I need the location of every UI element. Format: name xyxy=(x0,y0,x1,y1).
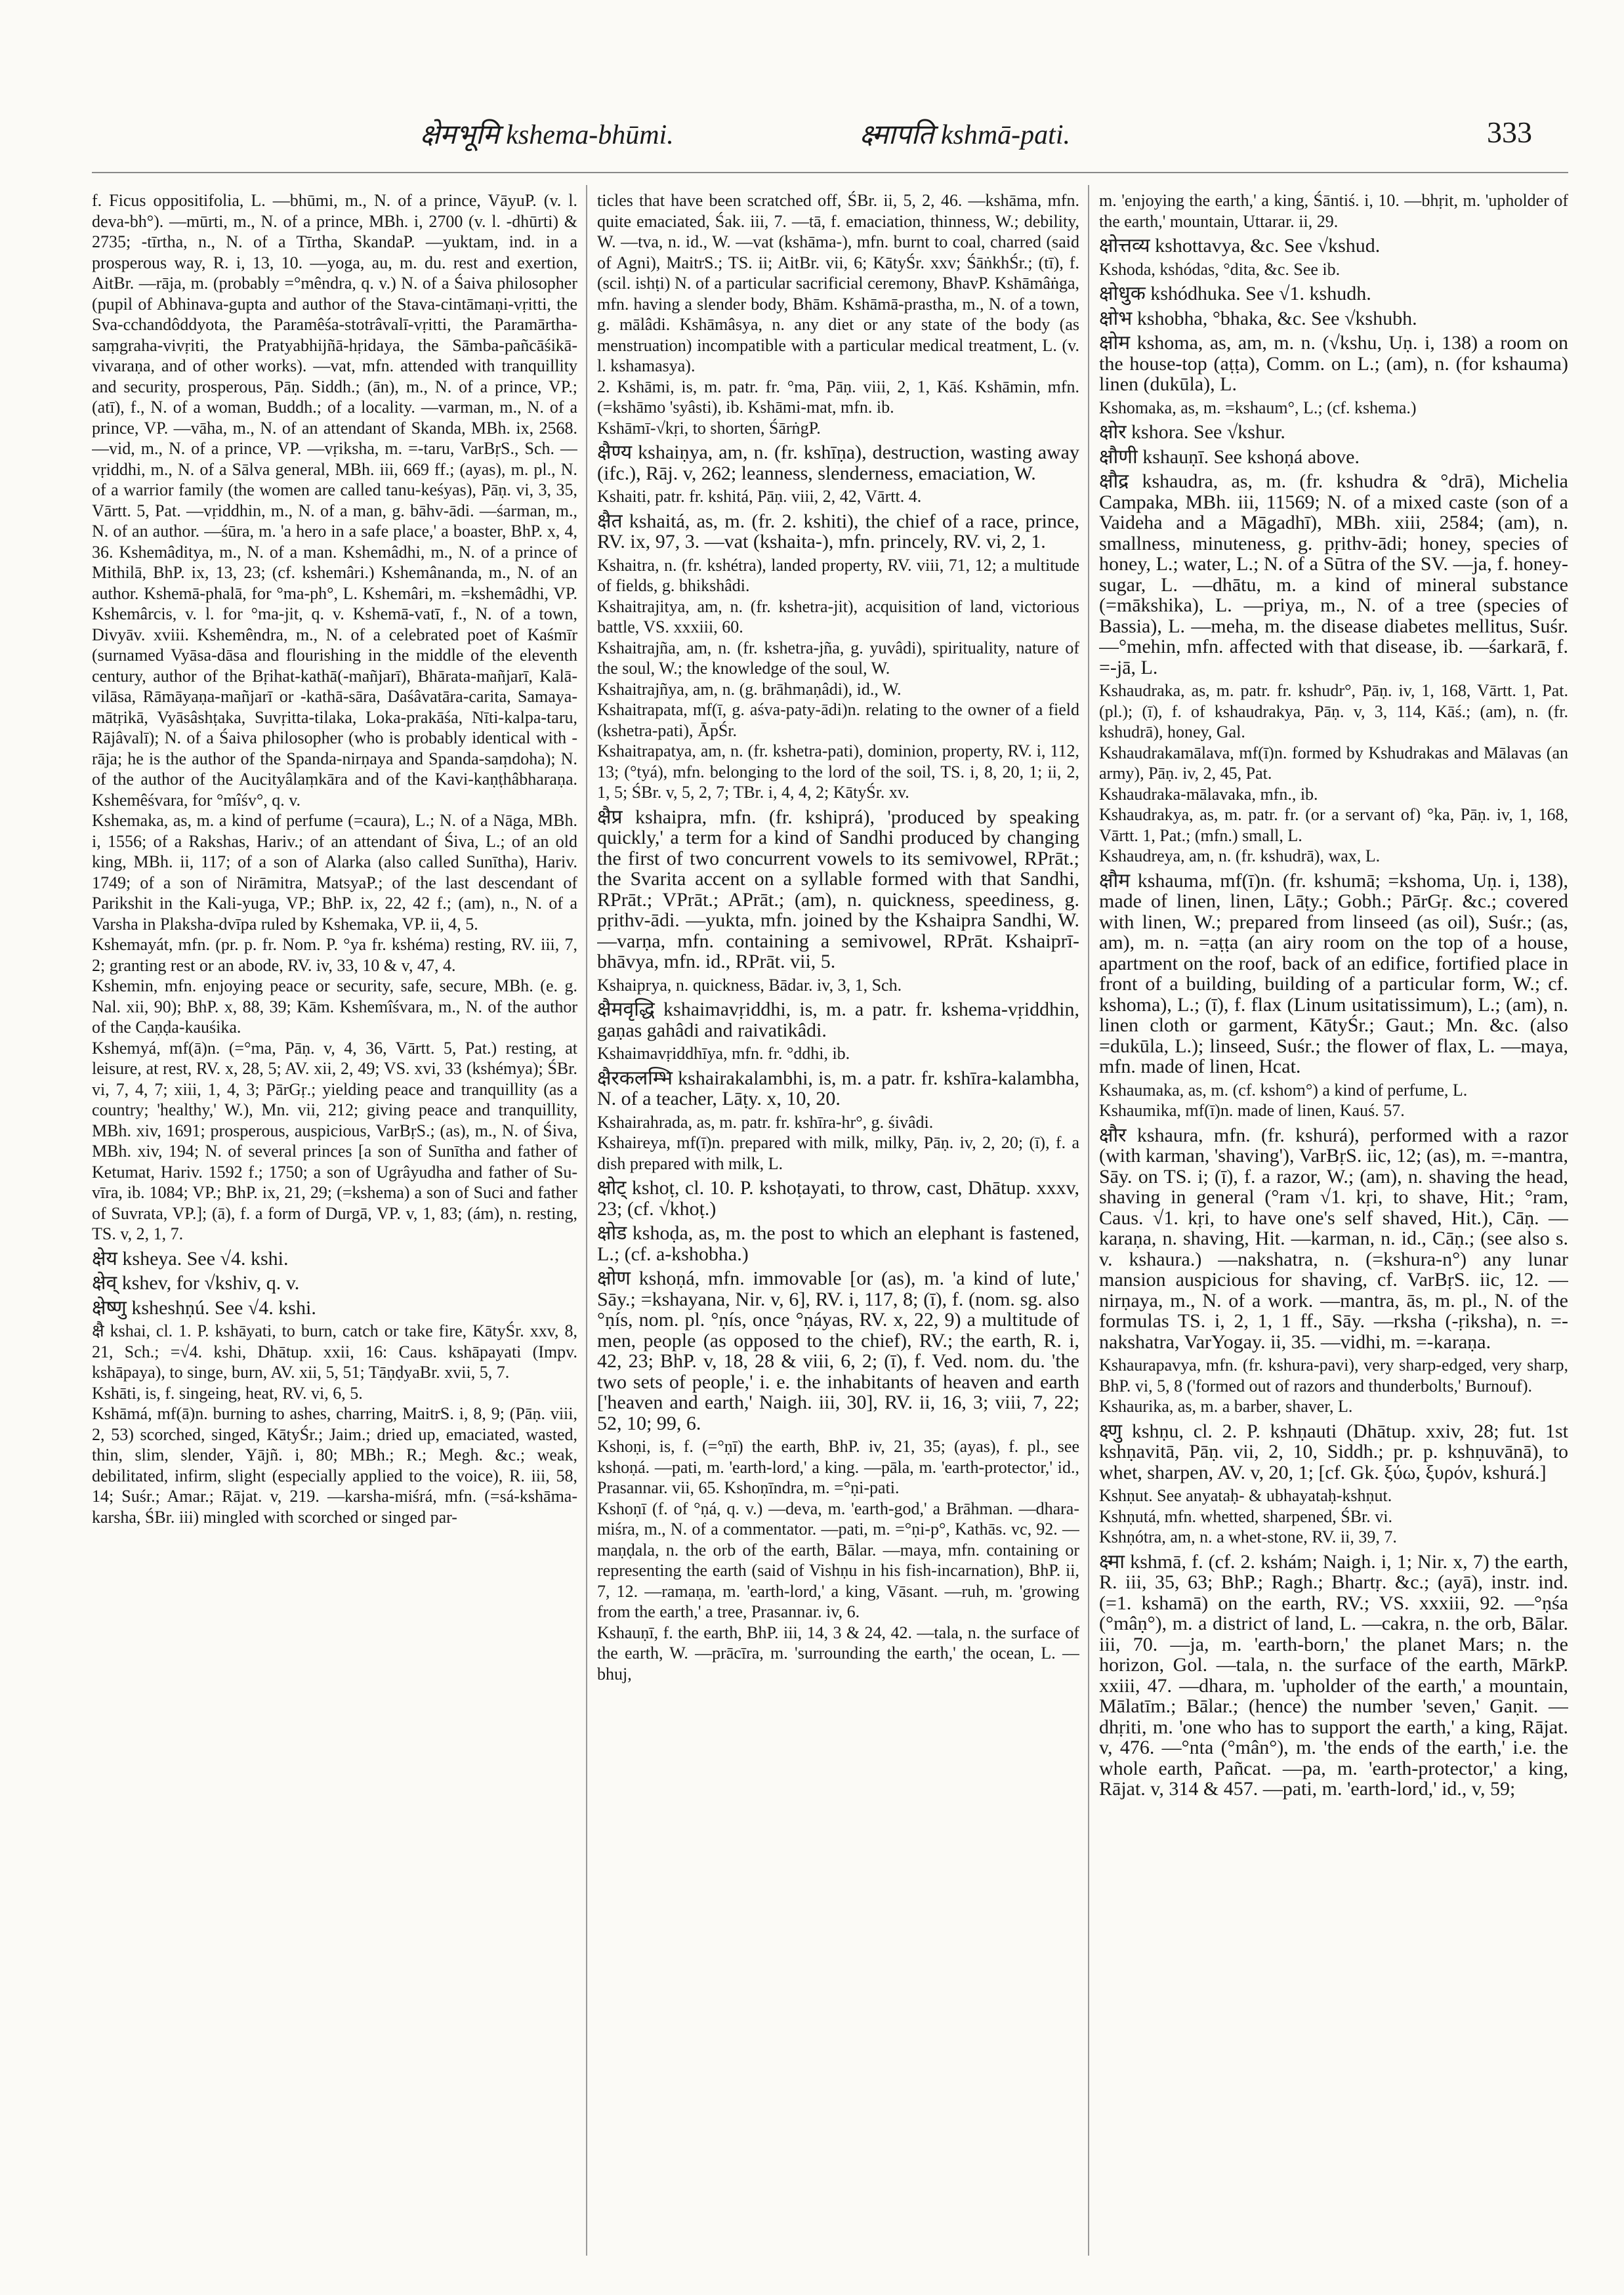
dictionary-entry: क्षैप्र kshaipra, mfn. (fr. kshiprá), 'produced by speaking quickly,' a term for a kind of Sandhi produced by changing the first of two concurrent vowels to its semivowel, RPrāt.; the Svarita accent on a syllable formed with that Sandhi, RPrāt.; VPrāt.; APrāt.; (am), n. quickness, speediness, g. pṛithv-ādi. —yukta, mfn. joined by the Kshaipra Sandhi, W. —varṇa, mfn. containing a semivowel, RPrāt. Kshaiprī-bhāvya, mfn. id., RPrāt. vii, 5. xyxy=(597,806,1079,972)
dictionary-entry: क्षोत्तव्य kshottavya, &c. See √kshud. xyxy=(1099,235,1381,257)
dictionary-entry: Kshṇótra, am, n. a whet-stone, RV. ii, 39, 7. xyxy=(1099,1527,1397,1546)
dictionary-entry: Kshaitrapata, mf(ī, g. aśva-paty-ādi)n. relating to the owner of a field (kshetra-pati), ĀpŚr. xyxy=(597,700,1079,740)
column-3 xyxy=(1099,190,1568,2256)
dictionary-entry: Kshomaka, as, m. =kshaum°, L.; (cf. kshema.) xyxy=(1099,398,1417,417)
dictionary-entry: क्षोम kshoma, as, am, m. n. (√kshu, Uṇ. i, 138) a room on the house-top (aṭṭa), Comm. on L.; (am), n. (for kshauma) linen (dukūla), L. xyxy=(1099,332,1568,395)
dictionary-entry: क्षैत kshaitá, as, m. (fr. 2. kshiti), the chief of a race, prince, RV. ix, 97, 3. —vat (kshaita-), mfn. princely, RV. vi, 2, 1. xyxy=(597,510,1079,552)
dictionary-entry: Kshāmī-√kṛi, to shorten, ŚārṅgP. xyxy=(597,418,821,438)
dictionary-entry: Kshaiprya, n. quickness, Bādar. iv, 3, 1, Sch. xyxy=(597,975,902,995)
dictionary-entry: Kshaumika, mf(ī)n. made of linen, Kauś. 57. xyxy=(1099,1101,1405,1120)
dictionary-entry: Kshaurapavya, mfn. (fr. kshura-pavi), very sharp-edged, very sharp, BhP. vi, 5, 8 ('formed out of razors and thunderbolts,' Burnouf). xyxy=(1099,1355,1568,1396)
dictionary-entry: क्षै kshai, cl. 1. P. kshāyati, to burn, catch or take fire, KātyŚr. xxv, 8, 21, Sch.; =√4. kshi, Dhātup. xxii, 16: Caus. kshāpayati (Impv. kshāpaya), to singe, burn, AV. xii, 5, 51; TāṇḍyaBr. xvii, 5, 7. xyxy=(92,1321,577,1382)
dictionary-entry: Kshaurika, as, m. a barber, shaver, L. xyxy=(1099,1397,1353,1416)
dictionary-entry: Kshaimavṛiddhīya, mfn. fr. °ddhi, ib. xyxy=(597,1044,850,1063)
dictionary-entry: क्षोभ kshobha, °bhaka, &c. See √kshubh. xyxy=(1099,307,1417,329)
column-divider-2 xyxy=(1088,185,1089,2256)
dictionary-entry: क्षौद्र kshaudra, as, m. (fr. kshudra & °drā), Michelia Campaka, MBh. iii, 11569; N. of a mixed caste (son of a Vaideha and a Māgadhī), MBh. xiii, 2584; (am), n. smallness, minuteness, g. pṛithv-ādi; honey, species of honey, L.; water, L.; N. of a Sūtra of the SV. —ja, f. honey-sugar, L. —dhātu, m. a kind of mineral substance (=mākshika), L. —priya, m., N. of a tree (species of Bassia), L. —meha, m. the disease diabetes mellitus, Suśr. —°mehin, mfn. affected with that disease, ib. —śarkarā, f. =-jā, L. xyxy=(1099,470,1568,678)
dictionary-entry: Kshaudraka, as, m. patr. fr. kshudr°, Pāṇ. iv, 1, 168, Vārtt. 1, Pat. (pl.); (ī), f. of kshaudrakya, Pāṇ. v, 3, 114, Kāś.; (am), n. (fr. kshudrā), honey, Gal. xyxy=(1099,681,1568,741)
dictionary-entry: Kshaitrajitya, am, n. (fr. kshetra-jit), acquisition of land, victorious battle, VS. xxxiii, 60. xyxy=(597,596,1079,636)
dictionary-entry: Kshaudrakamālava, mf(ī)n. formed by Kshudrakas and Mālavas (an army), Pāṇ. iv, 2, 45, Pat. xyxy=(1099,743,1568,783)
dictionary-entry: Kshaumaka, as, m. (cf. kshom°) a kind of perfume, L. xyxy=(1099,1080,1468,1100)
dictionary-entry: क्षेव् kshev, for √kshiv, q. v. xyxy=(92,1272,300,1294)
dictionary-entry: Kshemaka, as, m. a kind of perfume (=caura), L.; N. of a Nāga, MBh. i, 1556; of a Rakshas, Hariv.; of an attendant of Śiva, L.; of an old king, MBh. ii, 117; of a son of Alarka (also called Sunītha), Hariv. 1749; of a son of Nirāmitra, MatsyaP.; of the last descendant of Parikshit in the Kali-yuga, VP.; BhP. ix, 22, 42 f.; (am), n., N. of a Varsha in Plaksha-dvīpa ruled by Kshemaka, VP. ii, 4, 5. xyxy=(92,811,577,934)
dictionary-entry: m. 'enjoying the earth,' a king, Śāntiś. i, 10. —bhṛit, m. 'upholder of the earth,' mountain, Uttarar. ii, 29. xyxy=(1099,191,1568,231)
dictionary-entry: Kshauṇī, f. the earth, BhP. iii, 14, 3 & 24, 42. —tala, n. the surface of the earth, W. —prācīra, m. 'surrounding the earth,' the ocean, L. —bhuj, xyxy=(597,1623,1079,1684)
dictionary-entry: Kshaiti, patr. fr. kshitá, Pāṇ. viii, 2, 42, Vārtt. 4. xyxy=(597,487,922,506)
header-rule xyxy=(92,172,1568,173)
dictionary-entry: क्षौम kshauma, mf(ī)n. (fr. kshumā; =kshoma, Uṇ. i, 138), made of linen, linen, Lāṭy.; Gobh.; PārGṛ. &c.; covered with linen, W.; prepared from linseed (as oil), Suśr.; (as, am), m. n. =aṭṭa (an airy room on the top of a house, apartment on the roof, back of an edifice, fortified place in front of a building, building of a particular form, W.; cf. kshoma), L.; (ī), f. flax (Linum usitatissimum), L.; (am), n. linen cloth or garment, KātyŚr.; Gaut.; Mn. &c. (also =dukūla, L.); linseed, Suśr.; the flower of flax, L. —maya, mfn. made of linen, Hcat. xyxy=(1099,869,1568,1077)
dictionary-entry: क्षोड kshoḍa, as, m. the post to which an elephant is fastened, L.; (cf. a-kshobha.) xyxy=(597,1222,1079,1265)
dictionary-entry: ticles that have been scratched off, ŚBr. ii, 5, 2, 46. —kshāma, mfn. quite emaciated, Śak. iii, 7. —tā, f. emaciation, thinness, W.; debility, W. —tva, n. id., W. —vat (kshāma-), mfn. burnt to coal, charred (said of Agni), MaitrS.; TS. ii; AitBr. vii, 6; KātyŚr. xxv; ŚāṅkhŚr.; (tī), f. (scil. ishṭi) N. of a particular sacrificial ceremony, BhavP. Kshāmâṅga, mfn. having a slender body, Bhām. Kshāmā-prastha, m., N. of a town, g. mālâdi. Kshāmâsya, n. any diet or any state of the body (as menstruation) incompatible with a particular medical treatment, L. (v. l. kshamasya). xyxy=(597,191,1079,375)
dictionary-entry: Kshoṇi, is, f. (=°ṇī) the earth, BhP. iv, 21, 35; (ayas), f. pl., see kshoṇá. —pati, m. 'earth-lord,' a king. —pāla, m. 'earth-protector,' id., Prasannar. vii, 65. Kshoṇīndra, m. =°ṇi-pati. xyxy=(597,1437,1079,1497)
column-divider-1 xyxy=(586,185,587,2256)
dictionary-entry: क्षौर kshaura, mfn. (fr. kshurá), performed with a razor (with karman, 'shaving'), VarBṛS. iic, 12; (as), m. =-mantra, Sāy. on TS. i; (ī), f. a razor, W.; (am), n. shaving the head, shaving in general (°ram √1. kṛi, to shave, Hit.; °ram, Caus. √1. kṛi, to have one's self shaved, Hit.), Cāṇ. —karaṇa, n. shaving, Hit. —karman, n. id., Cāṇ.; (see also s. v. kshaura.) —nakshatra, n. (=kshura-n°) any lunar mansion auspicious for shaving, cf. VarBṛS. iic, 12. —nirṇaya, m., N. of a work. —mantra, ās, m. pl., N. of the formulas TS. i, 2, 1, 1 ff., Sāy. —rksha (-ṛiksha), n. =-nakshatra, VarYogay. ii, 35. —vidhi, m. =-karaṇa. xyxy=(1099,1124,1568,1353)
dictionary-entry: Kshaitrapatya, am, n. (fr. kshetra-pati), dominion, property, RV. i, 112, 13; (°tyá), mfn. belonging to the lord of the soil, TS. i, 8, 20, 1; ii, 2, 1, 5; ŚBr. v, 5, 2, 7; TBr. i, 4, 4, 2; KātyŚr. xv. xyxy=(597,741,1079,802)
dictionary-entry: Kshaitrajña, am, n. (fr. kshetra-jña, g. yuvâdi), spirituality, nature of the soul, W.; the knowledge of the soul, W. xyxy=(597,638,1079,678)
dictionary-entry: क्षौणी kshauṇī. See kshoṇá above. xyxy=(1099,445,1360,468)
dictionary-entry: क्षैरकलम्भि kshairakalambhi, is, m. a patr. fr. kshīra-kalambha, N. of a teacher, Lāṭy. x, 10, 20. xyxy=(597,1067,1079,1109)
dictionary-entry: Kshemin, mfn. enjoying peace or security, safe, secure, MBh. (e. g. Nal. xii, 90); BhP. x, 88, 39; Kām. Kshemîśvara, m., N. of the author of the Caṇḍa-kauśika. xyxy=(92,976,577,1037)
dictionary-entry: Kshoṇī (f. of °ṇá, q. v.) —deva, m. 'earth-god,' a Brāhman. —dhara-miśra, m., N. of a commentator. —pati, m. =°ṇi-p°, Kathās. vc, 92. —maṇḍala, n. the orb of the earth, Bālar. —maya, mfn. containing or representing the earth (said of Vishṇu in his fish-incarnation), BhP. ii, 7, 12. —ramaṇa, m. 'earth-lord,' a king, Vāsant. —ruh, m. 'growing from the earth,' a tree, Prasannar. iv, 6. xyxy=(597,1499,1079,1621)
dictionary-entry: क्षोट् kshoṭ, cl. 10. P. kshoṭayati, to throw, cast, Dhātup. xxxv, 23; (cf. √khoṭ.) xyxy=(597,1177,1079,1220)
dictionary-entry: Kshaudraka-mālavaka, mfn., ib. xyxy=(1099,784,1318,804)
column-1 xyxy=(92,190,577,2256)
dictionary-entry: क्षेय ksheya. See √4. kshi. xyxy=(92,1247,289,1270)
dictionary-entry: Kshairahrada, as, m. patr. fr. kshīra-hr°, g. śivâdi. xyxy=(597,1112,934,1132)
dictionary-entry: क्षोण kshoṇá, mfn. immovable [or (as), m. 'a kind of lute,' Sāy.; =kshayana, Nir. v, 6], RV. i, 117, 8; (ī), f. (nom. sg. also °ṇís, nom. pl. °ṇís, once °ṇáyas, RV. x, 22, 9) a multitude of men, people (as opposed to the chief), RV.; the earth, R. i, 42, 23; BhP. v, 18, 28 & viii, 6, 2; (ī), f. Ved. nom. du. 'the two sets of people,' i. e. the inhabitants of heaven and earth ['heaven and earth,' Naigh. iii, 30], RV. ii, 16, 3; viii, 7, 22; 52, 10; 99, 6. xyxy=(597,1268,1079,1434)
dictionary-entry: क्षैण्य kshaiṇya, am, n. (fr. kshīṇa), destruction, wasting away (ifc.), Rāj. v, 262; leanness, slenderness, emaciation, W. xyxy=(597,442,1079,484)
page-number: 333 xyxy=(1487,115,1532,149)
dictionary-entry: f. Ficus oppositifolia, L. —bhūmi, m., N. of a prince, VāyuP. (v. l. deva-bh°). —mūrti, m., N. of a prince, MBh. i, 2700 (v. l. -dhūrti) & 2735; -tīrtha, n., N. of a Tīrtha, SkandaP. —yuktam, ind. in a prosperous way, R. i, 13, 10. —yoga, au, m. du. rest and exertion, AitBr. —rāja, m. (probably =°mêndra, q. v.) N. of a Śaiva philosopher (pupil of Abhinava-gupta and author of the Stava-cintāmaṇi-vṛitti, the Sva-cchandôddyota, the Paramêśa-stotrâvalī-vṛitti, the Paramārtha-saṃgraha-vivṛiti, the Pratyabhijñā-hṛidaya, the Sāmba-pañcāśikā-vivaraṇa, and of other works). —vat, mfn. attended with tranquillity and security, prosperous, Pāṇ. Siddh.; (ān), m., N. of a prince, VP.; (atī), f., N. of a woman, Buddh.; of a locality. —varman, m., N. of a prince, VP. —vāha, m., N. of an attendant of Skanda, MBh. ix, 2568. —vid, m., N. of a prince, VP. —vṛiksha, m. =-taru, VarBṛS., Sch. —vṛiddhi, m., N. of a Sālva general, MBh. iii, 669 ff.; (ayas), m. pl., N. of a warrior family (the women are called tanu-keśyas), Pāṇ. vi, 3, 35, Vārtt. 5, Pat. —vṛiddhin, m., N. of a man, g. bāhv-ādi. —śarman, m., N. of an author. —śūra, m. 'a hero in a safe place,' a boaster, BhP. x, 4, 36. Kshemâditya, m., N. of a man. Kshemâdhi, m., N. of a prince of Mithilā, BhP. ix, 13, 23; (cf. kshemâri.) Kshemânanda, m., N. of an author. Kshemā-phalā, for °ma-ph°, L. Kshemâri, m. =kshemâdhi, VP. Kshemârcis, v. l. for °ma-jit, q. v. Kshemā-vatī, f., N. of a town, Divyāv. xviii. Kshemêndra, m., N. of a celebrated poet of Kaśmīr (surnamed Vyāsa-dāsa and flourishing in the middle of the eleventh century, author of the Bṛihat-kathā(-mañjarī), Bhārata-mañjarī, Kalā-vilāsa, Rāmāyaṇa-mañjarī or -kathā-sāra, Daśâvatāra-carita, Samaya-mātṛikā, Vyāsâshṭaka, Suvṛitta-tilaka, Loka-prakāśa, Nīti-kalpa-taru, Rājâvalī); N. of a Śaiva philosopher (who is probably identical with -rāja; he is the author of the Spanda-nirṇaya and Spanda-saṃdoha); N. of the author of the Aucityâlaṃkāra and of the Kavi-kaṇṭhâbharaṇa. Kshemêśvara, for °mîśv°, q. v. xyxy=(92,191,577,810)
dictionary-entry: क्षैमवृद्धि kshaimavṛiddhi, is, m. a patr. fr. kshema-vṛiddhin, gaṇas gahâdi and raivatikâdi. xyxy=(597,999,1079,1041)
dictionary-entry: Kshṇutá, mfn. whetted, sharpened, ŚBr. vi. xyxy=(1099,1506,1392,1526)
dictionary-entry: क्षोधुक kshódhuka. See √1. kshudh. xyxy=(1099,283,1371,304)
dictionary-entry: Kshemyá, mf(ā)n. (=°ma, Pāṇ. v, 4, 36, Vārtt. 5, Pat.) resting, at leisure, at rest, RV. x, 28, 5; AV. xii, 2, 49; VS. xvi, 33 (kshémya); ŚBr. vi, 7, 4, 7; xiii, 1, 4, 3; PārGṛ.; yielding peace and tranquillity (as a country; 'healthy,' W.), Mn. vii, 212; giving peace and tranquillity, MBh. xiv, 1691; prosperous, auspicious, VarBṛS.; (as), m., N. of Śiva, MBh. xiv, 194; N. of several princes [a son of Sunītha and father of Ketumat, Hariv. 1592 f.; 1750; a son of Ugrâyudha and father of Su-vīra, ib. 1084; VP.; BhP. ix, 21, 29; (=kshema) a son of Suci and father of Suvrata, VP.]; (ā), f. a form of Durgā, VP. v, 1, 83; (ám), n. resting, TS. v, 2, 1, 7. xyxy=(92,1038,577,1243)
dictionary-entry: Kshāmá, mf(ā)n. burning to ashes, charring, MaitrS. i, 8, 9; (Pāṇ. viii, 2, 53) scorched, singed, KātyŚr.; Jaim.; dried up, emaciated, wasted, thin, slim, slender, Yājñ. i, 80; MBh.; R.; Megh. &c.; weak, debilitated, infirm, slight (especially applied to the voice), R. iii, 58, 14; Suśr.; Amar.; Rājat. v, 219. —karsha-miśrá, mfn. (=sá-kshāma-karsha, ŚBr. iii) mingled with scorched or singed par- xyxy=(92,1404,577,1527)
dictionary-entry: Kshāti, is, f. singeing, heat, RV. vi, 6, 5. xyxy=(92,1383,363,1403)
dictionary-entry: Kshaireya, mf(ī)n. prepared with milk, milky, Pāṇ. iv, 2, 20; (ī), f. a dish prepared with milk, L. xyxy=(597,1133,1079,1173)
dictionary-entry: 2. Kshāmi, is, m. patr. fr. °ma, Pāṇ. viii, 2, 1, Kāś. Kshāmin, mfn. (=kshāmo 'syâsti), ib. Kshāmi-mat, mfn. ib. xyxy=(597,377,1079,417)
dictionary-entry: क्षेष्णु ksheshṇú. See √4. kshi. xyxy=(92,1296,316,1319)
page-header xyxy=(92,115,1532,161)
dictionary-entry: Kshaudrakya, as, m. patr. fr. (or a servant of) °ka, Pāṇ. iv, 1, 168, Vārtt. 1, Pat.; (mfn.) small, L. xyxy=(1099,805,1568,845)
dictionary-entry: Kshaitra, n. (fr. kshétra), landed property, RV. viii, 71, 12; a multitude of fields, g. bhikshâdi. xyxy=(597,555,1079,595)
dictionary-entry: Kshaudreya, am, n. (fr. kshudrā), wax, L. xyxy=(1099,846,1381,865)
dictionary-entry: क्ष्मा kshmā, f. (cf. 2. kshám; Naigh. i, 1; Nir. x, 7) the earth, R. iii, 35, 63; BhP.; Ragh.; Bhartṛ. &c.; (ayā), instr. ind. (=1. kshamā) on the earth, RV.; VS. xxxiii, 92. —°ṇśa (°mâṇ°), m. a district of land, L. —cakra, n. the orb, Bālar. iii, 70. —ja, m. 'earth-born,' the planet Mars; n. the horizon, Gol. —tala, n. the surface of the earth, MārkP. xxiii, 47. —dhara, m. 'upholder of the earth,' a mountain, Mālatīm.; Bālar.; (hence) the number 'seven,' Gaṇit. —dhṛiti, m. 'one who has to support the earth,' a king, Rājat. v, 476. —°nta (°mân°), m. 'the ends of the earth,' i.e. the whole earth, Pañcat. —pa, m. 'earth-protector,' a king, Rājat. v, 314 & 457. —pati, m. 'earth-lord,' id., v, 59; xyxy=(1099,1550,1568,1800)
running-head-right: क्ष्मापति kshmā-pati. xyxy=(860,120,1070,150)
dictionary-entry: Kshaitrajñya, am, n. (g. brāhmaṇâdi), id., W. xyxy=(597,679,902,699)
column-2 xyxy=(597,190,1079,2256)
dictionary-entry: Kshṇut. See anyataḥ- & ubhayataḥ-kshṇut. xyxy=(1099,1486,1392,1505)
dictionary-entry: क्षोर kshora. See √kshur. xyxy=(1099,421,1285,443)
running-head-left: क्षेमभूमि kshema-bhūmi. xyxy=(420,120,674,150)
dictionary-entry: Kshoda, kshódas, °dita, &c. See ib. xyxy=(1099,259,1341,279)
dictionary-entry: क्ष्णु kshṇu, cl. 2. P. kshṇauti (Dhātup. xxiv, 28; fut. 1st kshṇavitā, Pāṇ. vii, 2, 10, Siddh.; pr. p. kshṇuvānā), to whet, sharpen, AV. v, 20, 1; [cf. Gk. ξύω, ξυρόν, kshurá.] xyxy=(1099,1420,1568,1483)
dictionary-entry: Kshemayát, mfn. (pr. p. fr. Nom. P. °ya fr. kshéma) resting, RV. iii, 7, 2; granting rest or an abode, RV. iv, 33, 10 & v, 47, 4. xyxy=(92,935,577,975)
